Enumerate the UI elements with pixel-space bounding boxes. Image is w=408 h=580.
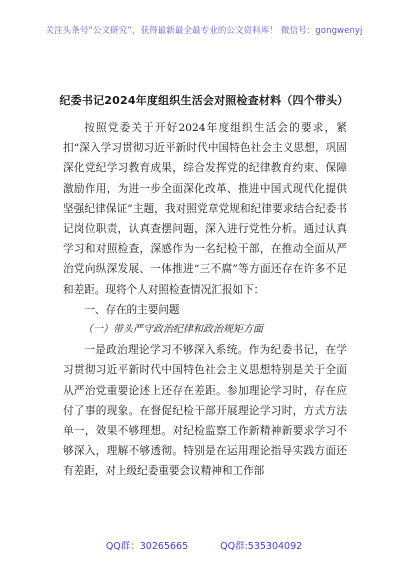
banner-text: 关注头条号“公文研究”，获得最新最全最专业的公文资料库！ 微信号：gongwenyj — [45, 26, 363, 36]
document-body — [63, 118, 347, 482]
subsection-heading: （一）带头严守政治纪律和政治规矩方面 — [83, 324, 263, 336]
intro-paragraph: 按照党委关于开好2024年度组织生活会的要求，紧扣“深入学习贯彻习近平新时代中国特色社会主义思想，巩固深化党纪学习教育成果，综合发挥党的纪律教育约束、保障激励作用，为进一步全面深化改革、推进中国式现代化提供坚强纪律保证”主题，我对照党章党规和纪律要求结合纪委书记岗位职责，认真查摆问题，深入进行党性分析。通过认真学习和对照检查，深感作为一名纪检干部，在推动全面从严治党向纵深发展、一体推进“三不腐”等方面还存在许多不足和差距。现将个人对照检查情况汇报如下： — [63, 122, 347, 296]
document-title: 纪委书记2024年度组织生活会对照检查材料（四个带头） — [59, 94, 349, 107]
header-banner — [0, 0, 408, 60]
footer — [0, 530, 408, 560]
footer-qq-group-1: QQ群：30265665 — [105, 541, 189, 552]
body-paragraph: 一是政治理论学习不够深入系统。作为纪委书记，在学习贯彻习近平新时代中国特色社会主义思想特别是关于全面从严治党重要论述上还存在差距。参加理论学习时，存在应付了事的现象。在督促纪检干部开展理论学习时，方式方法单一，效果不够理想。对纪检监察工作新精神新要求学习不够深入，理解不够透彻。特别是在运用理论指导实践方面还有差距，对上级纪委重要会议精神和工作部 — [63, 344, 347, 478]
section-heading: 一、存在的主要问题 — [84, 303, 180, 316]
footer-qq-group-2: QQ群:535304092 — [220, 541, 303, 552]
